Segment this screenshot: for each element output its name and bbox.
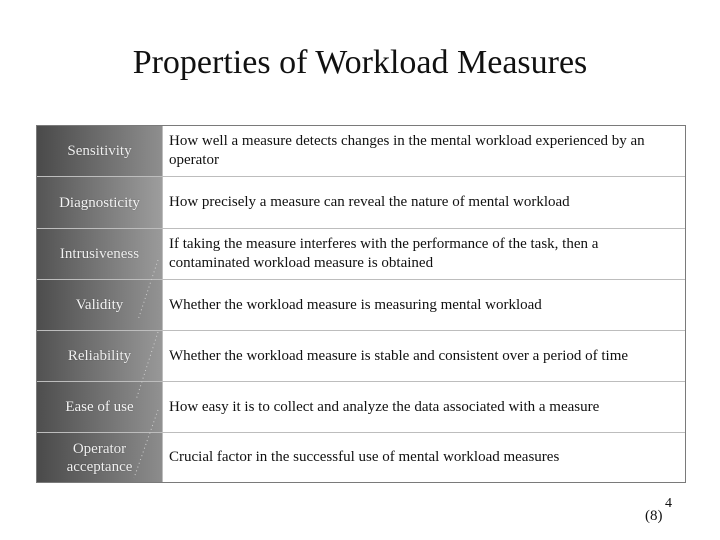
property-description: Whether the workload measure is stable and consistent over a period of time [169, 347, 629, 364]
property-description: How precisely a measure can reveal the nature of mental workload [169, 194, 570, 210]
property-label-cell [37, 126, 163, 176]
property-label: Reliability [67, 348, 132, 364]
slide-title: Properties of Workload Measures [132, 44, 588, 81]
property-description: If taking the measure interferes with the performance of the task, then a contaminated workload measure is obtained [169, 236, 599, 271]
slide-number: 4 [665, 496, 672, 511]
property-description: How well a measure detects changes in the mental workload experienced by an operator [169, 133, 645, 168]
property-label: Operator acceptance [66, 440, 133, 475]
property-label-cell [37, 177, 163, 228]
table-row [37, 177, 685, 229]
property-label: Diagnosticity [59, 194, 140, 211]
property-label: Sensitivity [67, 143, 132, 159]
property-label: Ease of use [65, 399, 134, 415]
reference-citation: (8) [645, 508, 663, 524]
dotted-divider-decoration [132, 260, 160, 480]
property-label: Validity [75, 297, 124, 313]
table-row [37, 126, 685, 177]
property-description: How easy it is to collect and analyze the data associated with a measure [169, 398, 600, 415]
property-description: Crucial factor in the successful use of mental workload measures [169, 449, 560, 465]
property-description: Whether the workload measure is measuring mental workload [169, 296, 542, 313]
property-label: Intrusiveness [59, 246, 140, 262]
